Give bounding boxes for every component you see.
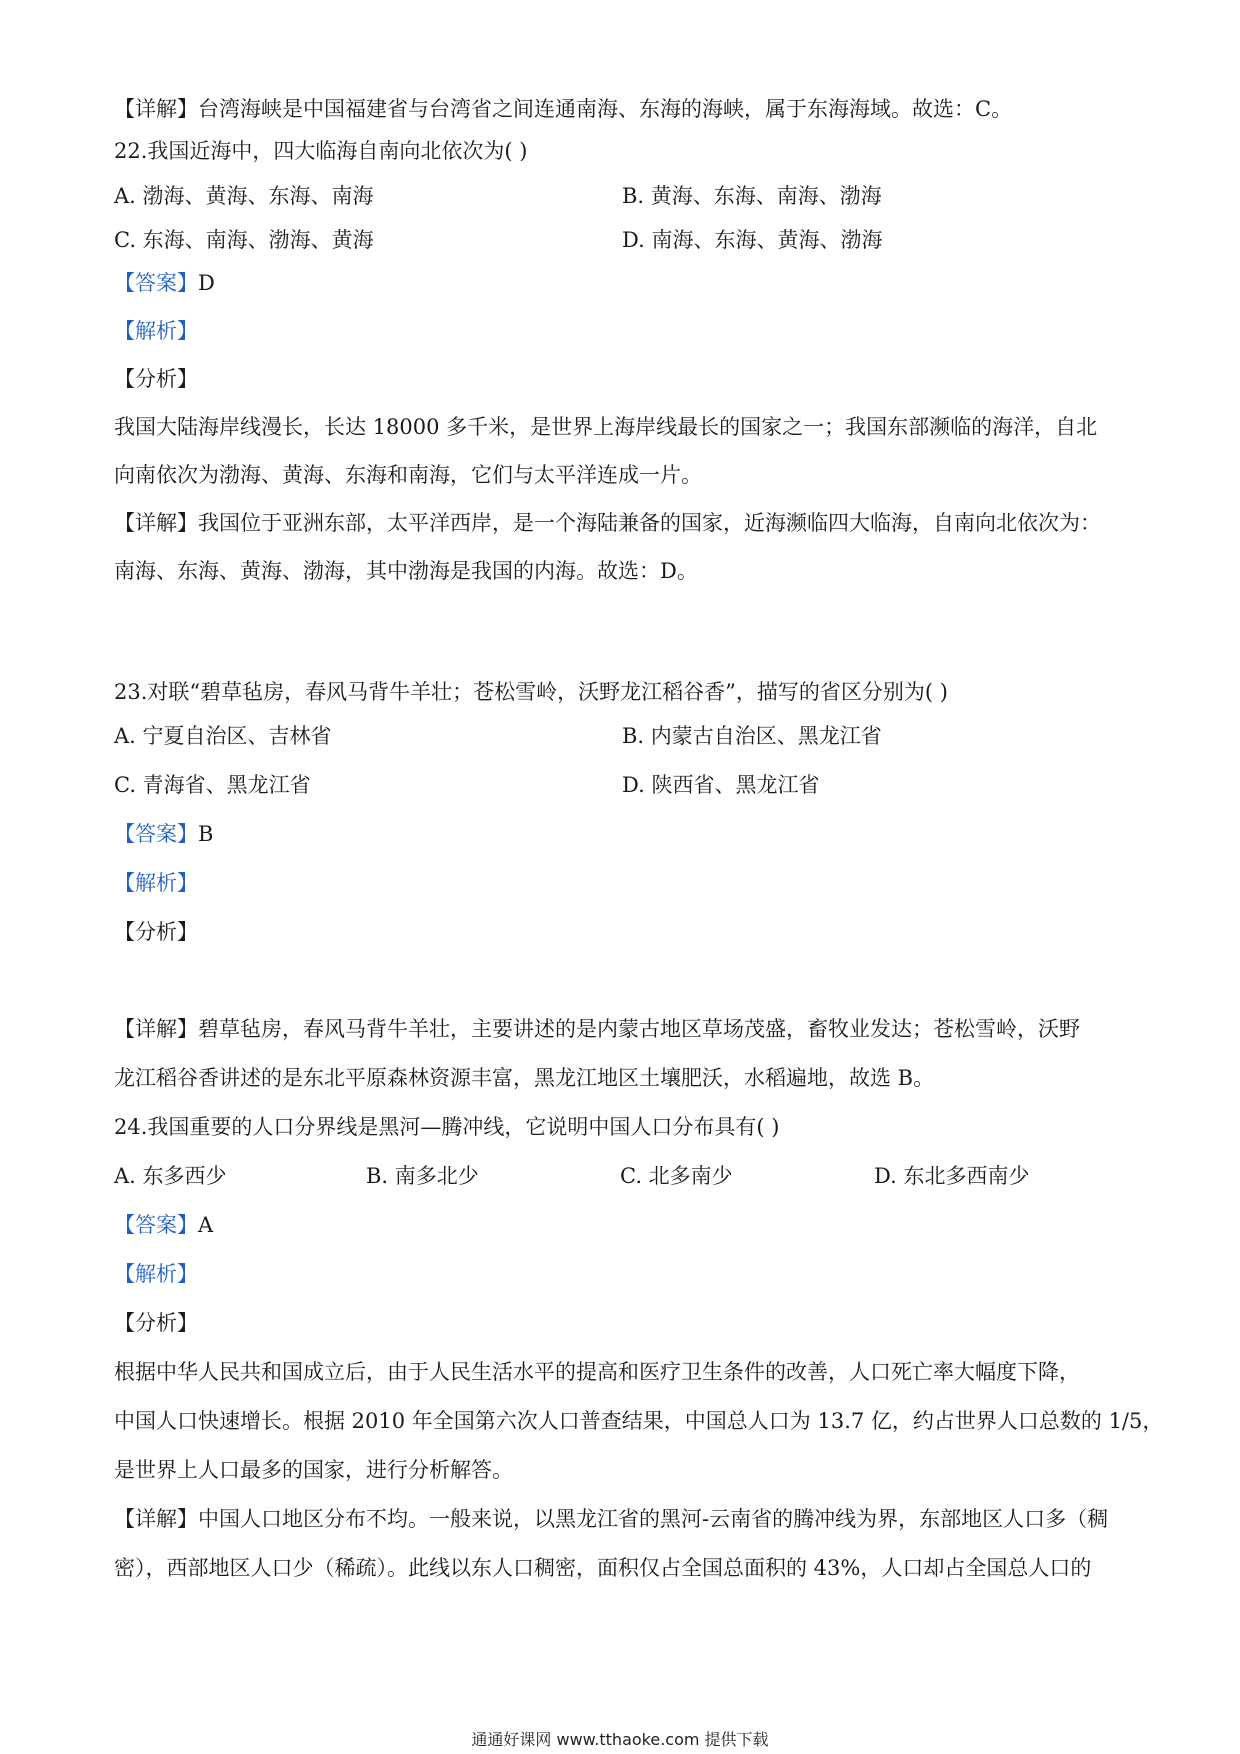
q24-answer	[114, 1210, 213, 1240]
q23-question: 23.对联“碧草毡房，春风马背牛羊壮；苍松雪岭，沃野龙江稻谷香”，描写的省区分别为( )	[114, 680, 948, 704]
q21-detail-label: 【详解】	[114, 97, 198, 121]
q24-fenxi-line1: 根据中华人民共和国成立后，由于人民生活水平的提高和医疗卫生条件的改善，人口死亡率大幅度下降，	[114, 1360, 1080, 1384]
q24-fenxi-line3: 是世界上人口最多的国家，进行分析解答。	[114, 1458, 513, 1482]
q23-detail-label: 【详解】	[114, 1017, 198, 1041]
q23-option-d: D. 陕西省、黑龙江省	[622, 773, 820, 797]
q24-option-a: A. 东多西少	[114, 1164, 227, 1188]
q22-detail	[114, 508, 1101, 538]
q24-option-d: D. 东北多西南少	[874, 1164, 1030, 1188]
q22-answer-label: 【答案】	[114, 271, 198, 295]
q24-detail-line2: 密），西部地区人口少（稀疏）。此线以东人口稠密，面积仅占全国总面积的 43%，人口却占全国总人口的	[114, 1556, 1092, 1580]
q21-detail-text: 台湾海峡是中国福建省与台湾省之间连通南海、东海的海峡，属于东海海域。故选：C。	[198, 97, 1013, 121]
q24-option-c: C. 北多南少	[620, 1164, 733, 1188]
q22-answer	[114, 268, 215, 298]
q24-detail-line1: 中国人口地区分布不均。一般来说，以黑龙江省的黑河-云南省的腾冲线为界，东部地区人口多（稠	[198, 1507, 1109, 1531]
q23-option-a: A. 宁夏自治区、吉林省	[114, 724, 332, 748]
q22-detail-line1: 我国位于亚洲东部，太平洋西岸，是一个海陆兼备的国家，近海濒临四大临海，自南向北依次为：	[198, 511, 1101, 535]
q24-fenxi-line2: 中国人口快速增长。根据 2010 年全国第六次人口普查结果，中国总人口为 13.7 亿，约占世界人口总数的 1/5，	[114, 1409, 1164, 1433]
q22-option-a: A. 渤海、黄海、东海、南海	[114, 184, 374, 208]
q23-detail	[114, 1014, 1080, 1044]
q23-fenxi-label: 【分析】	[114, 920, 198, 944]
q23-option-c: C. 青海省、黑龙江省	[114, 773, 311, 797]
q21-detail	[114, 94, 1012, 124]
q22-detail-line2: 南海、东海、黄海、渤海，其中渤海是我国的内海。故选：D。	[114, 559, 698, 583]
q24-analysis-label: 【解析】	[114, 1262, 198, 1286]
q24-answer-value: A	[198, 1213, 214, 1237]
q22-question: 22.我国近海中，四大临海自南向北依次为( )	[114, 139, 528, 163]
q24-answer-label: 【答案】	[114, 1213, 198, 1237]
q23-option-b: B. 内蒙古自治区、黑龙江省	[622, 724, 882, 748]
q23-detail-line2: 龙江稻谷香讲述的是东北平原森林资源丰富，黑龙江地区土壤肥沃，水稻遍地，故选 B。	[114, 1066, 935, 1090]
q22-option-c: C. 东海、南海、渤海、黄海	[114, 228, 374, 252]
q22-analysis-label: 【解析】	[114, 319, 198, 343]
q23-answer-label: 【答案】	[114, 822, 198, 846]
q24-option-b: B. 南多北少	[366, 1164, 479, 1188]
q24-question: 24.我国重要的人口分界线是黑河—腾冲线，它说明中国人口分布具有( )	[114, 1115, 780, 1139]
q23-analysis-label: 【解析】	[114, 871, 198, 895]
q22-fenxi-line1: 我国大陆海岸线漫长，长达 18000 多千米，是世界上海岸线最长的国家之一；我国东部濒临的海洋，自北	[114, 415, 1098, 439]
q23-answer	[114, 819, 213, 849]
q22-answer-value: D	[198, 271, 215, 295]
page-footer: 通通好课网 www.tthaoke.com 提供下载	[471, 1730, 769, 1749]
q22-fenxi-line2: 向南依次为渤海、黄海、东海和南海，它们与太平洋连成一片。	[114, 463, 702, 487]
q22-detail-label: 【详解】	[114, 511, 198, 535]
q22-option-d: D. 南海、东海、黄海、渤海	[622, 228, 883, 252]
q22-option-b: B. 黄海、东海、南海、渤海	[622, 184, 882, 208]
q22-fenxi-label: 【分析】	[114, 367, 198, 391]
q24-detail	[114, 1504, 1108, 1534]
q23-answer-value: B	[198, 822, 214, 846]
q23-detail-line1: 碧草毡房，春风马背牛羊壮，主要讲述的是内蒙古地区草场茂盛，畜牧业发达；苍松雪岭，沃野	[198, 1017, 1080, 1041]
q24-detail-label: 【详解】	[114, 1507, 198, 1531]
q24-fenxi-label: 【分析】	[114, 1311, 198, 1335]
